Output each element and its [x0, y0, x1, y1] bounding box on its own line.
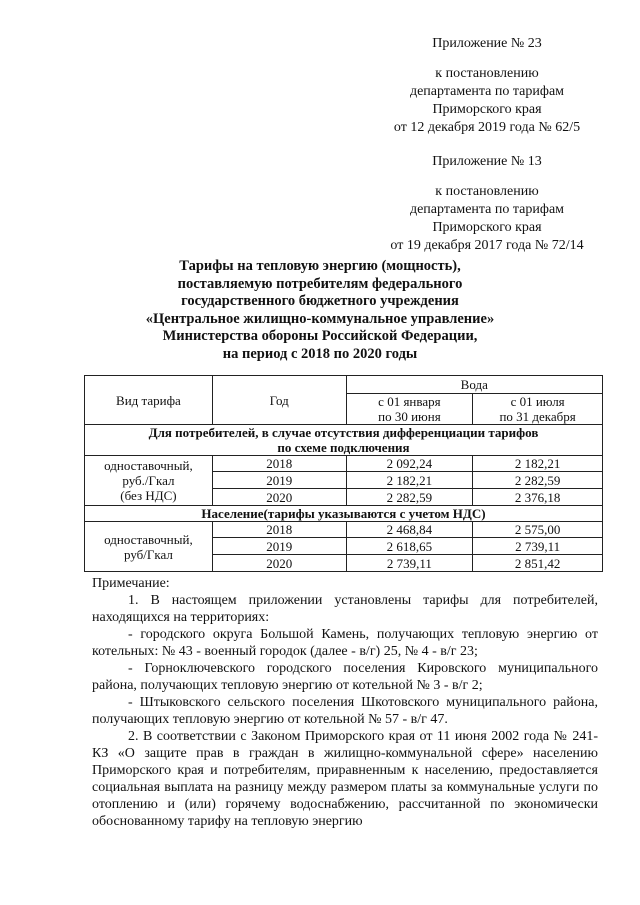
appendix-line: Приморского края	[432, 220, 542, 235]
table-row	[85, 456, 603, 472]
appendix-line: к постановлению	[435, 66, 539, 81]
appendix-line: Приморского края	[432, 102, 542, 117]
title-line: Тарифы на тепловую энергию (мощность),	[179, 258, 461, 274]
appendix-line: от 19 декабря 2017 года № 72/14	[390, 238, 584, 253]
header-period-2-line: с 01 июля	[510, 394, 565, 409]
tariff-label-consumers	[85, 456, 213, 506]
appendix-line: департамента по тарифам	[409, 84, 565, 99]
appendix-23-block	[352, 35, 622, 137]
notes-heading: Примечание:	[92, 576, 170, 591]
section-title-line: по схеме подключения	[277, 440, 410, 455]
appendix-13-block	[352, 153, 622, 255]
header-period-1-line: по 30 июня	[378, 409, 441, 424]
tariff-table	[84, 375, 603, 572]
section-row-consumers	[85, 425, 603, 456]
appendix-line: департамента по тарифам	[409, 202, 565, 217]
section-title-line: Для потребителей, в случае отсутствия дифференциации тарифов	[148, 425, 539, 440]
cell-h1: 2 618,65	[346, 538, 473, 555]
notes-block	[92, 575, 598, 830]
cell-h2: 2 851,42	[473, 555, 603, 572]
header-year: Год	[212, 376, 346, 425]
header-period-1-line: с 01 января	[378, 394, 441, 409]
section-row-population	[85, 506, 603, 522]
section-title-population: Население(тарифы указываются с учетом НДС)	[85, 506, 603, 522]
tariff-label-line: руб/Гкал	[123, 546, 173, 562]
cell-h1: 2 092,24	[346, 456, 473, 472]
header-period-2-line: по 31 декабря	[499, 409, 576, 424]
title-line: поставляемую потребителям федерального	[177, 275, 463, 292]
header-period-2	[473, 394, 603, 425]
tariff-label-line: руб./Гкал	[122, 473, 175, 488]
title-line: на период с 2018 по 2020 годы	[222, 345, 418, 362]
cell-year: 2019	[212, 472, 346, 489]
cell-year: 2020	[212, 489, 346, 506]
tariff-label-population	[85, 522, 213, 572]
title-line: «Центральное жилищно-коммунальное управление»	[145, 310, 495, 327]
cell-h1: 2 282,59	[346, 489, 473, 506]
cell-h2: 2 739,11	[473, 538, 603, 555]
cell-h1: 2 182,21	[346, 472, 473, 489]
appendix-line: к постановлению	[435, 184, 539, 199]
table-header-row	[85, 376, 603, 394]
header-tariff-type: Вид тарифа	[85, 376, 213, 425]
section-title-consumers	[85, 425, 603, 456]
document-title	[80, 258, 560, 363]
cell-year: 2018	[212, 456, 346, 472]
table-row	[85, 522, 603, 538]
tariff-label-line: (без НДС)	[120, 488, 177, 503]
header-water: Вода	[346, 376, 602, 394]
tariff-label-line: одноставочный,	[104, 531, 193, 547]
header-period-1	[346, 394, 473, 425]
cell-h1: 2 739,11	[346, 555, 473, 572]
cell-h2: 2 182,21	[473, 456, 603, 472]
cell-h2: 2 376,18	[473, 489, 603, 506]
appendix-line: от 12 декабря 2019 года № 62/5	[393, 120, 581, 135]
note-paragraph: 2. В соответствии с Законом Приморского края от 11 июня 2002 года № 241-КЗ «О защите прав в граждан в жилищно-коммунальной сфере» населению Приморского края и потребителям, приравненным к населению, предоставляется социальная выплата на разницу между размером платы за коммунальные услуги по отоплению и (или) горячему водоснабжению, рассчитанной по экономически обоснованному тарифу на тепловую энергию	[92, 729, 598, 829]
title-line: государственного бюджетного учреждения	[181, 293, 459, 309]
cell-h1: 2 468,84	[346, 522, 473, 538]
note-paragraph: - Штыковского сельского поселения Шкотовского муниципального района, получающих тепловую энергию от котельной № 57 - в/г 47.	[92, 695, 598, 727]
cell-year: 2020	[212, 555, 346, 572]
appendix-title: Приложение № 23	[432, 36, 542, 51]
cell-year: 2019	[212, 538, 346, 555]
cell-h2: 2 282,59	[473, 472, 603, 489]
tariff-label-line: одноставочный,	[104, 458, 193, 473]
note-paragraph: 1. В настоящем приложении установлены тарифы для потребителей, находящихся на территориях:	[92, 593, 598, 625]
note-paragraph: - городского округа Большой Камень, получающих тепловую энергию от котельных: № 43 - военный городок (далее - в/г) 25, № 4 - в/г 23;	[92, 627, 598, 659]
cell-year: 2018	[212, 522, 346, 538]
note-paragraph: - Горноключевского городского поселения Кировского муниципального района, получающих тепловую энергию от котельной № 3 - в/г 2;	[92, 661, 598, 693]
appendix-title: Приложение № 13	[432, 154, 542, 169]
cell-h2: 2 575,00	[473, 522, 603, 538]
title-line: Министерства обороны Российской Федерации,	[162, 328, 478, 344]
